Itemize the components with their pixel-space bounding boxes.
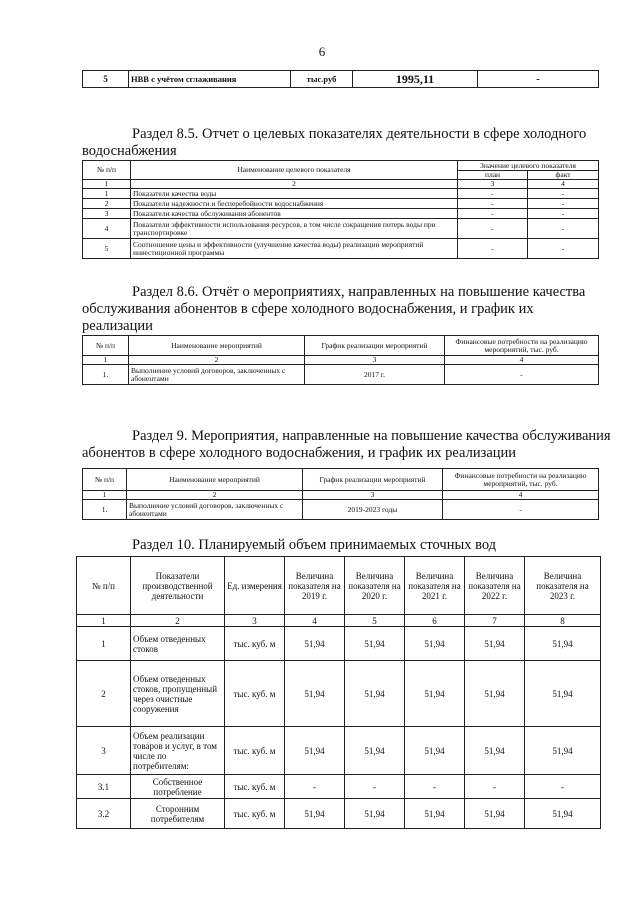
table-row <box>83 219 599 239</box>
row-plan: - <box>458 199 528 209</box>
row-fact: - <box>528 189 599 199</box>
row-indicator: Сторонним потребителям <box>131 799 225 829</box>
header-year-2019: Величина показателя на 2019 г. <box>285 557 345 615</box>
value-2020: 51,94 <box>345 727 405 775</box>
header-year-2022: Величина показателя на 2022 г. <box>465 557 525 615</box>
section-8-5-table <box>82 160 599 259</box>
value-2022: 51,94 <box>465 661 525 727</box>
table-row <box>77 799 601 829</box>
row-number: 1. <box>83 500 127 520</box>
title-line: абонентов в сфере холодного водоснабжения, и график их реализации <box>82 445 517 461</box>
section-10-table <box>76 556 601 829</box>
header-schedule: График реализации мероприятий <box>303 469 443 491</box>
value-2019: 51,94 <box>285 627 345 661</box>
row-fact: - <box>528 209 599 219</box>
index-cell: 4 <box>285 615 345 627</box>
row-indicator: Собственное потребление <box>131 775 225 799</box>
row-number: 1 <box>83 189 131 199</box>
title-line: Раздел 8.5. Отчет о целевых показателях деятельности в сфере холодного <box>132 126 587 142</box>
value-2020: 51,94 <box>345 627 405 661</box>
index-cell: 3 <box>458 180 528 189</box>
row-fact: - <box>528 199 599 209</box>
header-num: № п/п <box>83 161 131 180</box>
value-2019: - <box>285 775 345 799</box>
value-2023: 51,94 <box>525 799 601 829</box>
section-8-6-title <box>82 284 598 335</box>
section-8-5-title <box>82 126 600 160</box>
row-fact: - <box>528 239 599 259</box>
title-line: Раздел 9. Мероприятия, направленные на повышение качества обслуживания <box>132 428 611 444</box>
row-name: Показатели эффективности использования ресурсов, в том числе сокращения потерь воды при транспортировке <box>131 219 458 239</box>
header-indicator: Показатели производственной деятельности <box>131 557 225 615</box>
value-2021: 51,94 <box>405 627 465 661</box>
table-row <box>77 627 601 661</box>
value-2021: 51,94 <box>405 661 465 727</box>
index-cell: 4 <box>443 491 599 500</box>
title-line: Раздел 8.6. Отчёт о мероприятиях, направленных на повышение качества <box>132 284 586 300</box>
index-cell: 2 <box>131 180 458 189</box>
value-2022: 51,94 <box>465 799 525 829</box>
value-2023: - <box>525 775 601 799</box>
title-line: обслуживания абонентов в сфере холодного водоснабжения, и график их <box>82 301 534 317</box>
row-indicator: Объем реализации товаров и услуг, в том числе по потребителям: <box>131 727 225 775</box>
header-finance: Финансовые потребности на реализацию мероприятий, тыс. руб. <box>443 469 599 491</box>
row-fact: - <box>528 219 599 239</box>
value-2020: 51,94 <box>345 799 405 829</box>
header-year-2021: Величина показателя на 2021 г. <box>405 557 465 615</box>
value-2021: - <box>405 775 465 799</box>
header-year-2023: Величина показателя на 2023 г. <box>525 557 601 615</box>
header-fact: факт <box>528 171 599 180</box>
row-plan: - <box>458 209 528 219</box>
row-number: 5 <box>83 71 129 88</box>
table-row <box>83 199 599 209</box>
index-cell: 8 <box>525 615 601 627</box>
table-row <box>83 365 599 385</box>
table-row <box>83 189 599 199</box>
row-name: Выполнение условий договоров, заключенных с абонентами <box>129 365 305 385</box>
index-cell: 1 <box>83 356 129 365</box>
row-number: 4 <box>83 219 131 239</box>
row-number: 5 <box>83 239 131 259</box>
index-cell: 3 <box>303 491 443 500</box>
index-cell: 3 <box>225 615 285 627</box>
value-2022: 51,94 <box>465 627 525 661</box>
row-schedule: 2019-2023 годы <box>303 500 443 520</box>
row-number: 3.2 <box>77 799 131 829</box>
value-2023: 51,94 <box>525 661 601 727</box>
index-cell: 4 <box>445 356 599 365</box>
row-plan: - <box>458 239 528 259</box>
header-num: № п/п <box>83 469 127 491</box>
value-2020: 51,94 <box>345 661 405 727</box>
section-9-title <box>82 428 611 462</box>
header-name: Наименование мероприятий <box>129 336 305 356</box>
row-finance: - <box>445 365 599 385</box>
table-row <box>77 661 601 727</box>
header-unit: Ед. измерения <box>225 557 285 615</box>
row-plan: - <box>458 189 528 199</box>
index-row <box>83 180 599 189</box>
table-row <box>83 500 599 520</box>
table-row <box>83 71 599 88</box>
row-indicator: Объем отведенных стоков <box>131 627 225 661</box>
header-value: Значение целевого показателя <box>458 161 599 171</box>
header-schedule: График реализации мероприятий <box>305 336 445 356</box>
index-cell: 5 <box>345 615 405 627</box>
row-fact: - <box>478 71 599 88</box>
row-plan: 1995,11 <box>353 71 478 88</box>
section-10-title: Раздел 10. Планируемый объем принимаемых сточных вод <box>132 537 497 553</box>
title-line: реализации <box>82 318 153 334</box>
row-name: Показатели качества обслуживания абонентов <box>131 209 458 219</box>
header-name: Наименование целевого показателя <box>131 161 458 180</box>
row-name: НВВ с учётом сглаживания <box>129 71 291 88</box>
section-9-table <box>82 468 599 520</box>
row-number: 2 <box>77 661 131 727</box>
title-line: водоснабжения <box>82 143 177 159</box>
value-2021: 51,94 <box>405 727 465 775</box>
value-2021: 51,94 <box>405 799 465 829</box>
header-finance: Финансовые потребности на реализацию мероприятий, тыс. руб. <box>445 336 599 356</box>
top-table <box>82 70 599 88</box>
row-plan: - <box>458 219 528 239</box>
row-finance: - <box>443 500 599 520</box>
row-number: 3 <box>83 209 131 219</box>
row-unit: тыс. куб. м <box>225 775 285 799</box>
row-unit: тыс. куб. м <box>225 627 285 661</box>
row-name: Выполнение условий договоров, заключенных с абонентами <box>127 500 303 520</box>
index-cell: 6 <box>405 615 465 627</box>
index-cell: 1 <box>83 180 131 189</box>
table-row <box>77 775 601 799</box>
row-number: 3.1 <box>77 775 131 799</box>
row-indicator: Объем отведенных стоков, пропущенный через очистные сооружения <box>131 661 225 727</box>
value-2020: - <box>345 775 405 799</box>
index-row <box>83 356 599 365</box>
index-cell: 2 <box>127 491 303 500</box>
row-number: 3 <box>77 727 131 775</box>
header-num: № п/п <box>83 336 129 356</box>
index-row <box>83 491 599 500</box>
header-year-2020: Величина показателя на 2020 г. <box>345 557 405 615</box>
index-cell: 1 <box>83 491 127 500</box>
row-name: Соотношение цены и эффективности (улучшение качества воды) реализации мероприятий инвестиционной программы <box>131 239 458 259</box>
header-plan: план <box>458 171 528 180</box>
row-number: 2 <box>83 199 131 209</box>
row-name: Показатели качества воды <box>131 189 458 199</box>
row-unit: тыс. куб. м <box>225 799 285 829</box>
index-cell: 1 <box>77 615 131 627</box>
row-unit: тыс.руб <box>291 71 353 88</box>
table-row <box>77 727 601 775</box>
index-cell: 3 <box>305 356 445 365</box>
value-2019: 51,94 <box>285 799 345 829</box>
row-number: 1. <box>83 365 129 385</box>
row-number: 1 <box>77 627 131 661</box>
index-cell: 2 <box>129 356 305 365</box>
index-row <box>77 615 601 627</box>
value-2023: 51,94 <box>525 627 601 661</box>
value-2022: 51,94 <box>465 727 525 775</box>
row-unit: тыс. куб. м <box>225 727 285 775</box>
table-row <box>83 239 599 259</box>
section-8-6-table <box>82 335 599 385</box>
value-2022: - <box>465 775 525 799</box>
table-row <box>83 209 599 219</box>
value-2023: 51,94 <box>525 727 601 775</box>
value-2019: 51,94 <box>285 727 345 775</box>
header-num: № п/п <box>77 557 131 615</box>
row-schedule: 2017 г. <box>305 365 445 385</box>
index-cell: 7 <box>465 615 525 627</box>
row-name: Показатели надежности и бесперебойности водоснабжения <box>131 199 458 209</box>
index-cell: 4 <box>528 180 599 189</box>
header-name: Наименование мероприятий <box>127 469 303 491</box>
row-unit: тыс. куб. м <box>225 661 285 727</box>
page-number: 6 <box>318 44 326 59</box>
index-cell: 2 <box>131 615 225 627</box>
value-2019: 51,94 <box>285 661 345 727</box>
